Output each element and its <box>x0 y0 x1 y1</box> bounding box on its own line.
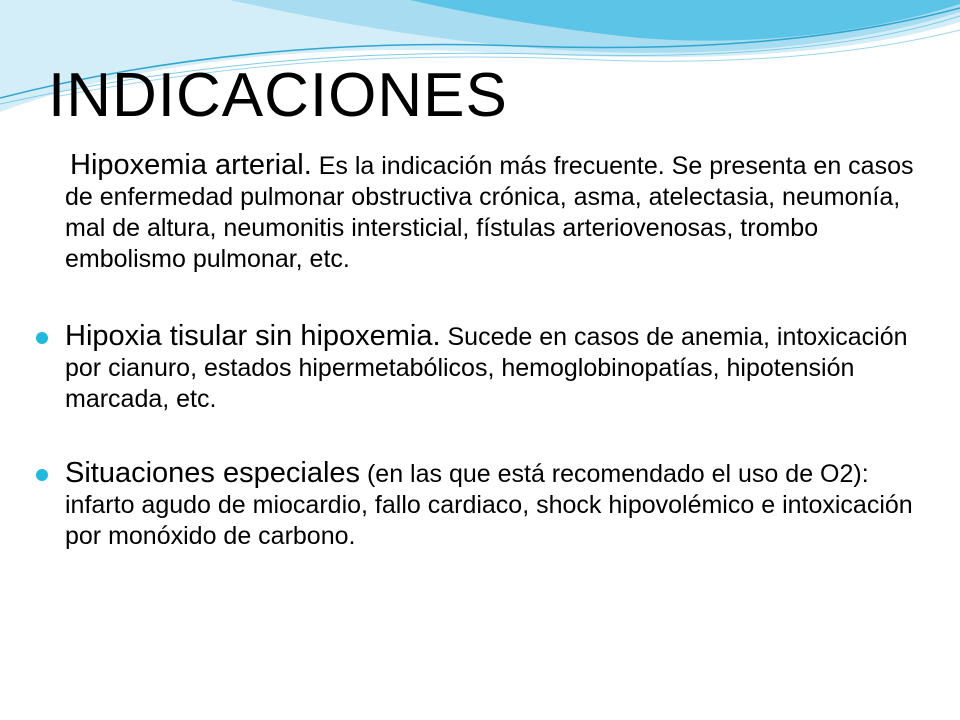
item-lead: Hipoxemia arterial. <box>70 149 312 181</box>
item-lead: Situaciones especiales <box>65 457 361 489</box>
item-situaciones-especiales <box>65 458 935 552</box>
item-lead: Hipoxia tisular sin hipoxemia. <box>65 320 441 352</box>
item-text: Es la indicación más frecuente. Se presenta en casos de enfermedad pulmonar obstructiva crónica, asma, atelectasia, neumonía, mal de altura, neumonitis intersticial, fístulas arteriovenosas, trombo embolismo pulmonar, etc. <box>65 152 914 273</box>
item-hipoxia-tisular <box>65 321 935 415</box>
slide-body <box>65 150 935 552</box>
item-text: Sucede en casos de anemia, intoxicación por cianuro, estados hipermetabólicos, hemoglobinopatías, hipotensión marcada, etc. <box>65 323 908 413</box>
bullet-dot <box>36 332 48 344</box>
item-hipoxemia-arterial <box>65 150 935 275</box>
slide-title: INDICACIONES <box>48 61 508 130</box>
item-text: (en las que está recomendado el uso de O2): infarto agudo de miocardio, fallo cardiaco, shock hipovolémico e intoxicación por monóxido de carbono. <box>65 460 913 550</box>
bullet-dot <box>36 469 48 481</box>
